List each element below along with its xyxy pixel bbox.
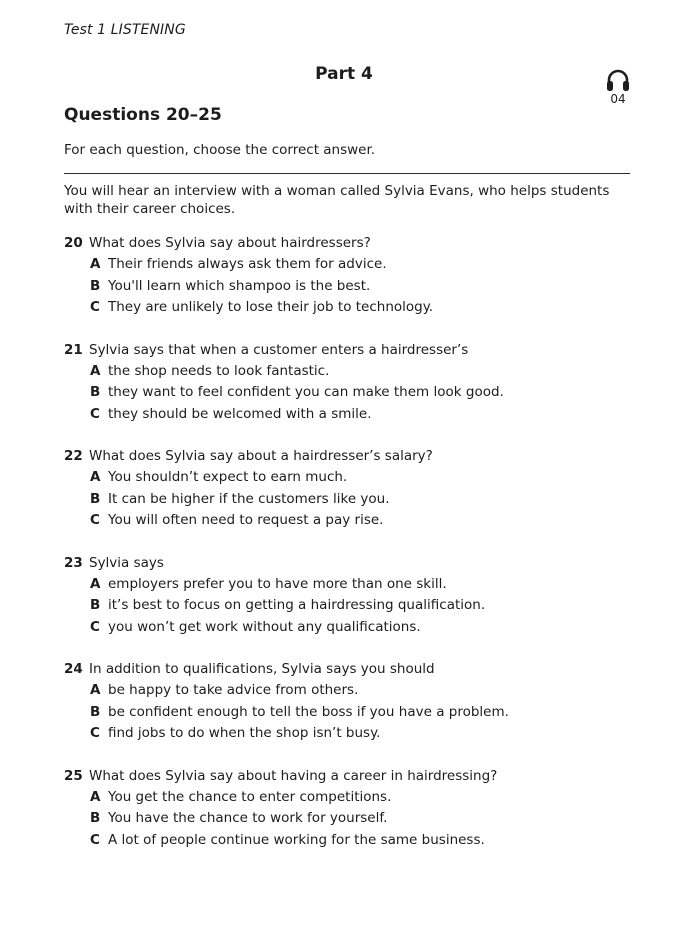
answer-option[interactable] bbox=[64, 723, 634, 745]
option-letter: B bbox=[90, 703, 101, 720]
question-text: What does Sylvia say about a hairdresser’s salary? bbox=[89, 448, 433, 464]
answer-option[interactable] bbox=[64, 510, 634, 532]
option-letter: A bbox=[90, 788, 101, 805]
option-text: You get the chance to enter competitions. bbox=[108, 788, 392, 805]
answer-option[interactable] bbox=[64, 276, 634, 298]
question-23 bbox=[64, 553, 634, 639]
question-20 bbox=[64, 233, 634, 319]
option-text: You have the chance to work for yourself. bbox=[108, 810, 388, 826]
answer-option[interactable] bbox=[64, 297, 634, 319]
option-letter: B bbox=[90, 810, 101, 826]
question-number: 24 bbox=[64, 661, 83, 677]
option-text: you won’t get work without any qualifications. bbox=[108, 618, 421, 635]
test-header-label: Test 1 LISTENING bbox=[64, 22, 186, 38]
answer-option[interactable] bbox=[64, 574, 634, 596]
option-text: be happy to take advice from others. bbox=[108, 682, 359, 698]
question-21 bbox=[64, 340, 634, 426]
option-text: employers prefer you to have more than one skill. bbox=[108, 575, 447, 592]
answer-option[interactable] bbox=[64, 830, 634, 852]
question-stem bbox=[64, 766, 634, 787]
headphones-icon bbox=[605, 68, 631, 92]
intro-text: You will hear an interview with a woman called Sylvia Evans, who helps students with their career choices. bbox=[64, 183, 610, 217]
question-number: 25 bbox=[64, 767, 83, 784]
option-text: Their friends always ask them for advice. bbox=[108, 256, 387, 272]
answer-option[interactable] bbox=[64, 254, 634, 276]
question-stem bbox=[64, 446, 634, 467]
option-letter: B bbox=[90, 384, 101, 400]
audio-track-marker bbox=[603, 68, 633, 105]
option-letter: B bbox=[90, 277, 101, 294]
answer-option[interactable] bbox=[64, 404, 634, 426]
option-letter: C bbox=[90, 618, 100, 635]
question-text: In addition to qualifications, Sylvia says you should bbox=[89, 661, 435, 677]
divider-line bbox=[64, 173, 630, 174]
option-text: they should be welcomed with a smile. bbox=[108, 405, 372, 422]
question-list bbox=[64, 233, 634, 851]
answer-option[interactable] bbox=[64, 787, 634, 809]
option-text: find jobs to do when the shop isn’t busy. bbox=[108, 725, 381, 741]
question-stem bbox=[64, 553, 634, 574]
question-24 bbox=[64, 659, 634, 745]
answer-option[interactable] bbox=[64, 489, 634, 511]
answer-option[interactable] bbox=[64, 702, 634, 724]
option-letter: A bbox=[90, 575, 101, 592]
option-letter: A bbox=[90, 682, 101, 698]
option-letter: B bbox=[90, 490, 101, 507]
answer-option[interactable] bbox=[64, 617, 634, 639]
question-25 bbox=[64, 766, 634, 852]
audio-track-number: 04 bbox=[610, 92, 626, 106]
part-title: Part 4 bbox=[315, 64, 373, 84]
option-text: It can be higher if the customers like you. bbox=[108, 490, 390, 507]
option-letter: B bbox=[90, 597, 101, 613]
question-22 bbox=[64, 446, 634, 532]
question-text: What does Sylvia say about hairdressers? bbox=[89, 235, 371, 251]
question-number: 23 bbox=[64, 554, 83, 571]
option-letter: C bbox=[90, 405, 100, 422]
option-letter: C bbox=[90, 831, 100, 848]
option-text: They are unlikely to lose their job to technology. bbox=[108, 299, 434, 315]
question-text: Sylvia says bbox=[89, 554, 164, 571]
answer-option[interactable] bbox=[64, 467, 634, 489]
question-number: 21 bbox=[64, 341, 83, 358]
question-stem bbox=[64, 233, 634, 254]
option-text: it’s best to focus on getting a hairdressing qualification. bbox=[108, 597, 486, 613]
answer-option[interactable] bbox=[64, 595, 634, 617]
answer-option[interactable] bbox=[64, 361, 634, 383]
option-text: be confident enough to tell the boss if you have a problem. bbox=[108, 703, 509, 720]
question-number: 22 bbox=[64, 448, 83, 464]
option-text: You shouldn’t expect to earn much. bbox=[108, 469, 348, 485]
option-letter: C bbox=[90, 512, 100, 528]
question-text: What does Sylvia say about having a career in hairdressing? bbox=[89, 767, 498, 784]
questions-range-heading: Questions 20–25 bbox=[64, 105, 222, 125]
answer-option[interactable] bbox=[64, 680, 634, 702]
option-letter: A bbox=[90, 256, 101, 272]
answer-option[interactable] bbox=[64, 382, 634, 404]
option-text: You'll learn which shampoo is the best. bbox=[108, 277, 371, 294]
question-stem bbox=[64, 340, 634, 361]
option-text: A lot of people continue working for the same business. bbox=[108, 831, 485, 848]
answer-option[interactable] bbox=[64, 808, 634, 830]
question-stem bbox=[64, 659, 634, 680]
question-text: Sylvia says that when a customer enters a hairdresser’s bbox=[89, 341, 469, 358]
option-text: You will often need to request a pay rise. bbox=[108, 512, 384, 528]
instruction-text: For each question, choose the correct answer. bbox=[64, 142, 376, 158]
question-number: 20 bbox=[64, 235, 83, 251]
option-letter: A bbox=[90, 469, 101, 485]
option-letter: C bbox=[90, 725, 100, 741]
option-letter: A bbox=[90, 362, 101, 379]
option-letter: C bbox=[90, 299, 100, 315]
option-text: the shop needs to look fantastic. bbox=[108, 362, 330, 379]
option-text: they want to feel confident you can make them look good. bbox=[108, 384, 504, 400]
